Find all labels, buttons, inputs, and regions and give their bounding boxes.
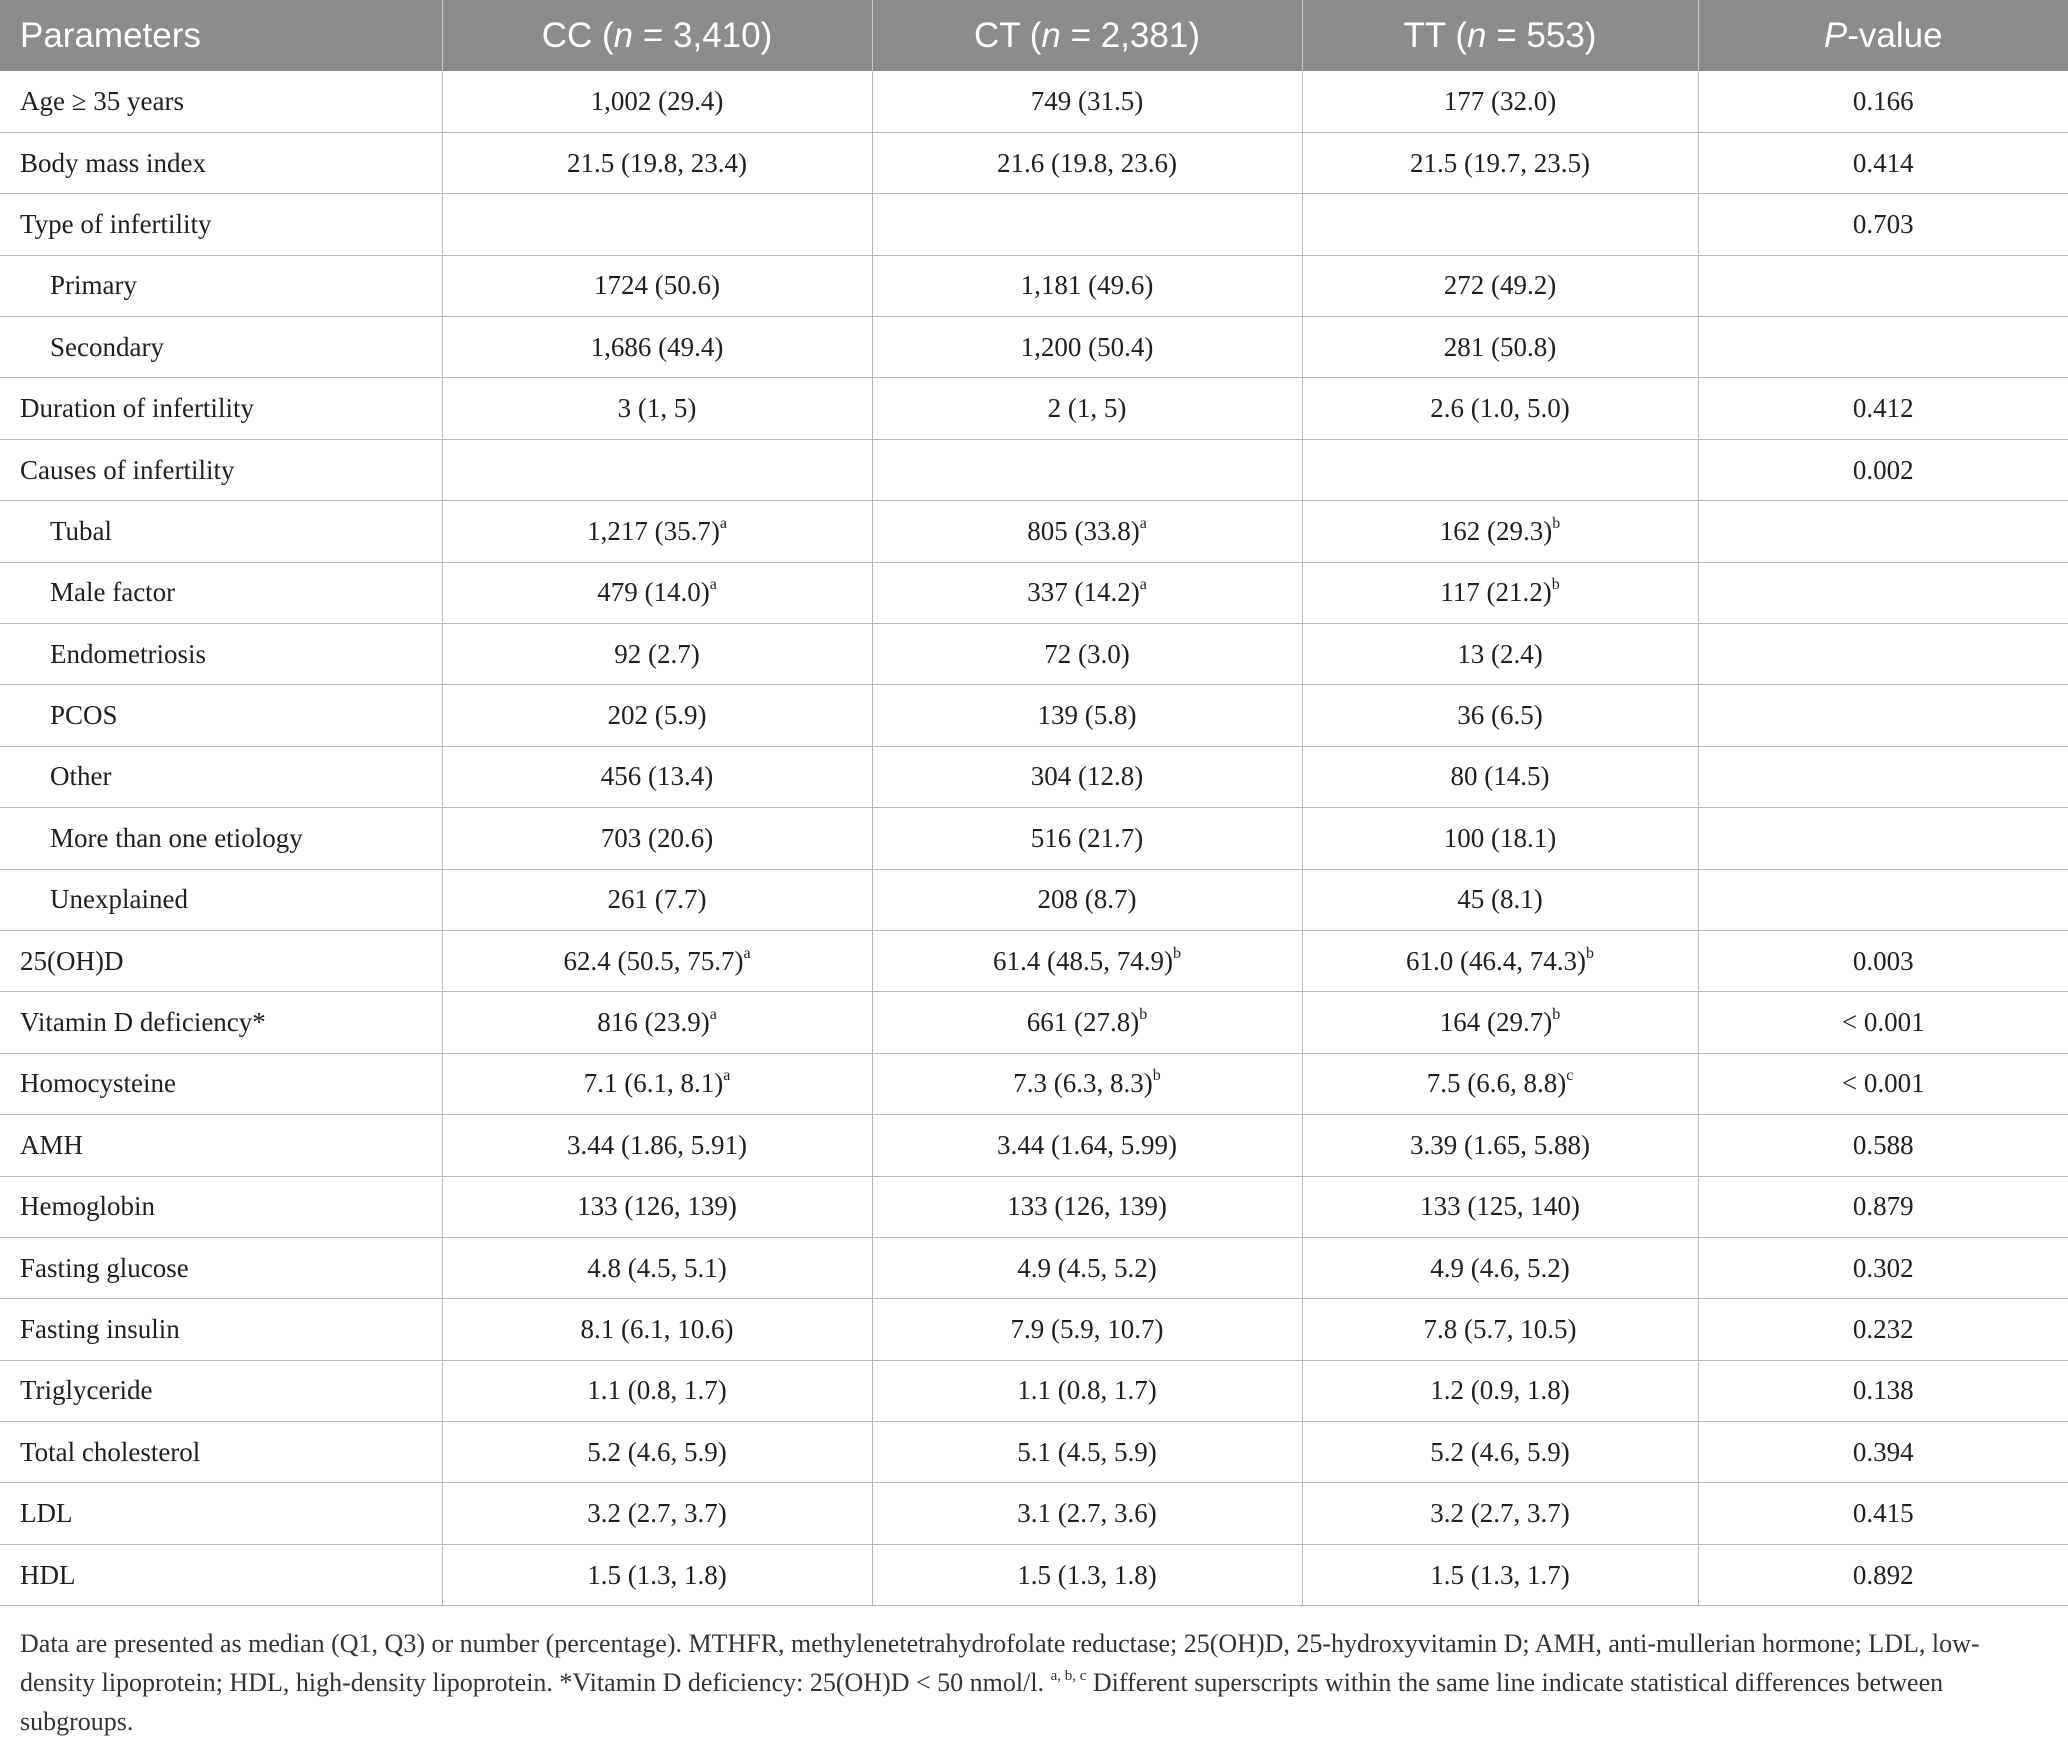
- table-cell: [1302, 1237, 1698, 1298]
- table-cell: [1302, 1176, 1698, 1237]
- row-label: Endometriosis: [0, 624, 442, 685]
- cell-value: 0.166: [1852, 85, 1914, 116]
- table-row: [0, 132, 2068, 193]
- cell-value: 0.002: [1852, 454, 1914, 485]
- column-header-italic: n: [1467, 15, 1487, 55]
- cell-value: 1724 (50.6): [594, 270, 720, 301]
- cell-superscript: a: [1139, 576, 1147, 594]
- table-cell: [442, 378, 872, 439]
- table-row: [0, 562, 2068, 623]
- cell-value: 80 (14.5): [1450, 761, 1550, 792]
- table-cell: [1302, 746, 1698, 807]
- cell-value: 479 (14.0): [597, 577, 710, 608]
- table-cell: [872, 1299, 1302, 1360]
- cell-value: 1,200 (50.4): [1020, 331, 1154, 362]
- cell-value: 749 (31.5): [1030, 85, 1144, 116]
- table-cell: [872, 869, 1302, 930]
- row-label: More than one etiology: [0, 808, 442, 869]
- cell-value: 3.1 (2.7, 3.6): [1017, 1498, 1157, 1529]
- table-cell: [872, 1360, 1302, 1421]
- cell-superscript: b: [1552, 1006, 1561, 1024]
- table-row: [0, 194, 2068, 255]
- table-cell: [442, 194, 872, 255]
- row-label: Homocysteine: [0, 1053, 442, 1114]
- cell-value: 703 (20.6): [600, 822, 714, 853]
- cell-value: 0.232: [1852, 1314, 1914, 1344]
- cell-value: 5.2 (4.6, 5.9): [1430, 1436, 1570, 1467]
- table-cell: [872, 685, 1302, 746]
- row-label: Triglyceride: [0, 1360, 442, 1421]
- cell-value: 661 (27.8): [1026, 1007, 1140, 1038]
- table-cell: [1698, 685, 2068, 746]
- cell-value: 13 (2.4): [1457, 638, 1543, 669]
- table-cell: [442, 1483, 872, 1544]
- cell-value: 1,686 (49.4): [590, 331, 724, 362]
- cell-value: 261 (7.7): [607, 884, 707, 915]
- cell-value: 1.1 (0.8, 1.7): [587, 1375, 727, 1406]
- table-cell: [872, 1544, 1302, 1605]
- table-cell: [442, 869, 872, 930]
- cell-value: 7.9 (5.9, 10.7): [1010, 1314, 1164, 1344]
- table-row: [0, 1360, 2068, 1421]
- row-label: AMH: [0, 1115, 442, 1176]
- row-label: Duration of infertility: [0, 378, 442, 439]
- cell-value: 36 (6.5): [1457, 700, 1543, 731]
- table-cell: [442, 930, 872, 991]
- row-label: Age ≥ 35 years: [0, 71, 442, 132]
- table-cell: [1302, 317, 1698, 378]
- cell-value: 3.44 (1.86, 5.91): [567, 1129, 747, 1160]
- table-row: [0, 1237, 2068, 1298]
- cell-value: 72 (3.0): [1044, 638, 1130, 669]
- table-cell: [872, 132, 1302, 193]
- table-cell: [1302, 930, 1698, 991]
- cell-value: 0.412: [1852, 393, 1914, 424]
- cell-value: 5.1 (4.5, 5.9): [1017, 1436, 1157, 1467]
- table-cell: [442, 1053, 872, 1114]
- column-header-text: CC (: [541, 15, 614, 55]
- table-cell: [1698, 255, 2068, 316]
- cell-value: 8.1 (6.1, 10.6): [580, 1314, 734, 1344]
- column-header-rest: -value: [1847, 15, 1943, 55]
- column-header-4: [1698, 0, 2068, 71]
- table-cell: [872, 1422, 1302, 1483]
- table-cell: [1302, 808, 1698, 869]
- table-cell: [442, 746, 872, 807]
- table-row: [0, 1422, 2068, 1483]
- table-cell: [1698, 1176, 2068, 1237]
- cell-value: 4.9 (4.5, 5.2): [1017, 1252, 1157, 1283]
- table-cell: [872, 746, 1302, 807]
- cell-value: 7.8 (5.7, 10.5): [1423, 1314, 1577, 1344]
- cell-value: 62.4 (50.5, 75.7): [563, 945, 744, 976]
- table-cell: [1698, 71, 2068, 132]
- table-cell: [442, 1544, 872, 1605]
- table-cell: [1698, 1115, 2068, 1176]
- table-cell: [1302, 71, 1698, 132]
- table-cell: [442, 1176, 872, 1237]
- table-row: [0, 624, 2068, 685]
- table-cell: [872, 562, 1302, 623]
- table-cell: [1302, 1115, 1698, 1176]
- table-cell: [1698, 1360, 2068, 1421]
- row-label: Fasting glucose: [0, 1237, 442, 1298]
- cell-value: 208 (8.7): [1037, 884, 1137, 915]
- row-label: Hemoglobin: [0, 1176, 442, 1237]
- cell-value: 3.2 (2.7, 3.7): [1430, 1498, 1570, 1529]
- cell-superscript: a: [743, 944, 751, 962]
- table-cell: [1698, 1053, 2068, 1114]
- table-cell: [1698, 992, 2068, 1053]
- table-cell: [872, 501, 1302, 562]
- table-cell: [1302, 378, 1698, 439]
- table-cell: [1302, 1053, 1698, 1114]
- cell-value: 1,002 (29.4): [590, 85, 724, 116]
- footnote-superscripts: a, b, c: [1050, 1667, 1087, 1684]
- column-header-text: TT (: [1403, 15, 1468, 55]
- table-header: [0, 0, 2068, 71]
- column-header-italic: n: [1041, 15, 1061, 55]
- table-cell: [1302, 869, 1698, 930]
- row-label: Fasting insulin: [0, 1299, 442, 1360]
- row-label: Vitamin D deficiency*: [0, 992, 442, 1053]
- cell-value: 1.5 (1.3, 1.8): [587, 1559, 727, 1590]
- cell-value: 3.2 (2.7, 3.7): [587, 1498, 727, 1529]
- row-label: Total cholesterol: [0, 1422, 442, 1483]
- cell-value: 337 (14.2): [1027, 577, 1140, 608]
- cell-value: 272 (49.2): [1443, 270, 1557, 301]
- table-cell: [1698, 1422, 2068, 1483]
- cell-value: 133 (126, 139): [577, 1191, 737, 1222]
- cell-value: 0.588: [1852, 1129, 1914, 1160]
- table-cell: [1698, 746, 2068, 807]
- cell-value: 0.892: [1852, 1559, 1914, 1590]
- cell-value: 1.5 (1.3, 1.8): [1017, 1559, 1157, 1590]
- table-body: [0, 71, 2068, 1606]
- table-cell: [872, 1053, 1302, 1114]
- table-row: [0, 1176, 2068, 1237]
- table-row: [0, 71, 2068, 132]
- table-cell: [1302, 194, 1698, 255]
- cell-value: 2 (1, 5): [1047, 393, 1127, 424]
- cell-value: 1.1 (0.8, 1.7): [1017, 1375, 1157, 1406]
- cell-value: 805 (33.8): [1027, 515, 1140, 546]
- table-cell: [1698, 378, 2068, 439]
- table-row: [0, 501, 2068, 562]
- row-label: LDL: [0, 1483, 442, 1544]
- table-cell: [1698, 1237, 2068, 1298]
- cell-value: 4.9 (4.6, 5.2): [1430, 1252, 1570, 1283]
- table-cell: [442, 1422, 872, 1483]
- table-cell: [872, 255, 1302, 316]
- cell-value: 100 (18.1): [1443, 822, 1557, 853]
- table-cell: [872, 378, 1302, 439]
- cell-value: 7.5 (6.6, 8.8): [1426, 1068, 1567, 1099]
- cell-value: 3.39 (1.65, 5.88): [1410, 1129, 1590, 1160]
- table-cell: [1302, 992, 1698, 1053]
- table-row: [0, 1299, 2068, 1360]
- cell-superscript: b: [1552, 514, 1561, 532]
- cell-value: 5.2 (4.6, 5.9): [587, 1436, 727, 1467]
- row-label: Male factor: [0, 562, 442, 623]
- table-row: [0, 317, 2068, 378]
- table-cell: [1302, 562, 1698, 623]
- table-cell: [442, 808, 872, 869]
- table-cell: [1302, 1483, 1698, 1544]
- table-row: [0, 255, 2068, 316]
- table-cell: [872, 624, 1302, 685]
- cell-value: 7.3 (6.3, 8.3): [1013, 1068, 1153, 1099]
- table-cell: [442, 1115, 872, 1176]
- cell-value: 0.414: [1852, 147, 1914, 178]
- cell-value: 0.394: [1852, 1436, 1914, 1467]
- cell-value: 3 (1, 5): [617, 393, 697, 424]
- table-cell: [872, 71, 1302, 132]
- table-cell: [1698, 1483, 2068, 1544]
- cell-value: < 0.001: [1841, 1007, 1925, 1038]
- table-cell: [872, 1115, 1302, 1176]
- table-cell: [442, 255, 872, 316]
- cell-value: 516 (21.7): [1030, 822, 1144, 853]
- table-cell: [1698, 562, 2068, 623]
- cell-superscript: b: [1585, 944, 1594, 962]
- table-cell: [1302, 255, 1698, 316]
- table-cell: [872, 317, 1302, 378]
- cell-superscript: b: [1172, 944, 1181, 962]
- cell-value: 816 (23.9): [597, 1007, 710, 1038]
- cell-superscript: a: [719, 514, 727, 532]
- table-row: [0, 869, 2068, 930]
- cell-superscript: b: [1152, 1067, 1161, 1085]
- table-cell: [1302, 624, 1698, 685]
- table-cell: [1698, 869, 2068, 930]
- table-cell: [442, 501, 872, 562]
- footnote-text-1: Data are presented as median (Q1, Q3) or number (percentage). MTHFR, methylenetetrahydrofolate reductase; 25(OH)D, 25-hydroxyvitamin D; AMH, anti-mullerian hormone; LDL, low-density lipoprotein; HDL, high-density lipoprotein. *Vitamin D deficiency: 25(OH)D < 50 nmol/l.: [20, 1629, 1980, 1698]
- cell-value: 92 (2.7): [614, 638, 700, 669]
- cell-value: 1.2 (0.9, 1.8): [1430, 1375, 1570, 1406]
- table-cell: [1698, 132, 2068, 193]
- table-cell: [442, 624, 872, 685]
- table-cell: [442, 1299, 872, 1360]
- table-cell: [872, 194, 1302, 255]
- row-label: Causes of infertility: [0, 439, 442, 500]
- table-cell: [442, 1360, 872, 1421]
- table-cell: [872, 1237, 1302, 1298]
- table-cell: [442, 562, 872, 623]
- table-cell: [1698, 317, 2068, 378]
- table-cell: [872, 808, 1302, 869]
- table-cell: [442, 1237, 872, 1298]
- table-row: [0, 746, 2068, 807]
- cell-value: 0.415: [1852, 1498, 1914, 1529]
- cell-superscript: b: [1551, 576, 1560, 594]
- table-row: [0, 1544, 2068, 1605]
- column-header-0: [0, 0, 442, 71]
- cell-superscript: a: [709, 576, 717, 594]
- column-header-rest: = 3,410): [633, 15, 773, 55]
- table-cell: [1302, 501, 1698, 562]
- footnote-text-2: Different superscripts within the same line indicate statistical differences between subgroups.: [20, 1668, 1944, 1737]
- cell-value: 0.003: [1852, 945, 1914, 976]
- row-label: Secondary: [0, 317, 442, 378]
- row-label: 25(OH)D: [0, 930, 442, 991]
- table-cell: [1302, 1299, 1698, 1360]
- cell-value: 21.6 (19.8, 23.6): [997, 147, 1177, 178]
- row-label: Body mass index: [0, 132, 442, 193]
- table-footnote: [0, 1606, 2068, 1741]
- column-header-italic: n: [613, 15, 634, 55]
- table-cell: [1698, 501, 2068, 562]
- cell-value: 4.8 (4.5, 5.1): [587, 1252, 727, 1283]
- table-cell: [442, 685, 872, 746]
- cell-superscript: a: [709, 1006, 717, 1024]
- table-cell: [872, 992, 1302, 1053]
- cell-superscript: c: [1566, 1067, 1574, 1085]
- row-label: Type of infertility: [0, 194, 442, 255]
- table-cell: [1698, 808, 2068, 869]
- column-header-text: Parameters: [20, 15, 201, 55]
- cell-value: 202 (5.9): [607, 700, 707, 731]
- cell-value: 45 (8.1): [1457, 884, 1543, 915]
- table-row: [0, 378, 2068, 439]
- cell-value: 0.703: [1852, 208, 1914, 239]
- cell-superscript: a: [1139, 514, 1147, 532]
- cell-value: 21.5 (19.7, 23.5): [1410, 147, 1590, 178]
- cell-superscript: a: [723, 1067, 731, 1085]
- table-cell: [442, 317, 872, 378]
- cell-value: 0.302: [1852, 1252, 1914, 1283]
- table-cell: [1302, 1544, 1698, 1605]
- cell-value: < 0.001: [1841, 1068, 1925, 1099]
- table-row: [0, 930, 2068, 991]
- row-label: Unexplained: [0, 869, 442, 930]
- table-row: [0, 439, 2068, 500]
- cell-value: 162 (29.3): [1439, 515, 1553, 546]
- cell-value: 1.5 (1.3, 1.7): [1430, 1559, 1570, 1590]
- table-cell: [872, 1176, 1302, 1237]
- table-cell: [1698, 930, 2068, 991]
- row-label: PCOS: [0, 685, 442, 746]
- table-row: [0, 685, 2068, 746]
- table-row: [0, 1053, 2068, 1114]
- row-label: Other: [0, 746, 442, 807]
- table-row: [0, 1115, 2068, 1176]
- cell-value: 2.6 (1.0, 5.0): [1430, 393, 1570, 424]
- table-cell: [442, 992, 872, 1053]
- table-cell: [442, 132, 872, 193]
- cell-value: 7.1 (6.1, 8.1): [583, 1068, 724, 1099]
- table-cell: [1302, 439, 1698, 500]
- cell-value: 61.0 (46.4, 74.3): [1406, 945, 1586, 976]
- table-row: [0, 1483, 2068, 1544]
- column-header-italic: P: [1823, 15, 1848, 55]
- table-cell: [1698, 439, 2068, 500]
- cell-value: 1,217 (35.7): [587, 515, 720, 546]
- table-cell: [1302, 132, 1698, 193]
- table-cell: [1302, 685, 1698, 746]
- table-cell: [442, 439, 872, 500]
- cell-superscript: b: [1139, 1006, 1148, 1024]
- table-cell: [1698, 1544, 2068, 1605]
- cell-value: 281 (50.8): [1443, 331, 1557, 362]
- table-cell: [1698, 1299, 2068, 1360]
- table-cell: [1302, 1422, 1698, 1483]
- cell-value: 21.5 (19.8, 23.4): [567, 147, 747, 178]
- cell-value: 139 (5.8): [1037, 700, 1137, 731]
- cell-value: 1,181 (49.6): [1020, 270, 1154, 301]
- cell-value: 456 (13.4): [600, 761, 714, 792]
- column-header-rest: = 553): [1486, 15, 1597, 55]
- cell-value: 164 (29.7): [1439, 1007, 1553, 1038]
- cell-value: 3.44 (1.64, 5.99): [997, 1129, 1177, 1160]
- cell-value: 0.879: [1852, 1191, 1914, 1222]
- table-cell: [1302, 1360, 1698, 1421]
- table-cell: [872, 930, 1302, 991]
- cell-value: 133 (125, 140): [1420, 1191, 1580, 1222]
- table-cell: [872, 1483, 1302, 1544]
- column-header-rest: = 2,381): [1060, 15, 1200, 55]
- column-header-2: [872, 0, 1302, 71]
- table-cell: [442, 71, 872, 132]
- row-label: Tubal: [0, 501, 442, 562]
- table-cell: [872, 439, 1302, 500]
- table-row: [0, 992, 2068, 1053]
- header-row: [0, 0, 2068, 71]
- column-header-3: [1302, 0, 1698, 71]
- table-cell: [1698, 194, 2068, 255]
- row-label: Primary: [0, 255, 442, 316]
- column-header-text: CT (: [973, 15, 1042, 55]
- cell-value: 61.4 (48.5, 74.9): [993, 945, 1173, 976]
- table-row: [0, 808, 2068, 869]
- column-header-1: [442, 0, 872, 71]
- cell-value: 117 (21.2): [1440, 577, 1552, 608]
- cell-value: 304 (12.8): [1030, 761, 1144, 792]
- cell-value: 0.138: [1852, 1375, 1914, 1406]
- row-label: HDL: [0, 1544, 442, 1605]
- table-cell: [1698, 624, 2068, 685]
- cell-value: 177 (32.0): [1443, 85, 1557, 116]
- cell-value: 133 (126, 139): [1007, 1191, 1167, 1222]
